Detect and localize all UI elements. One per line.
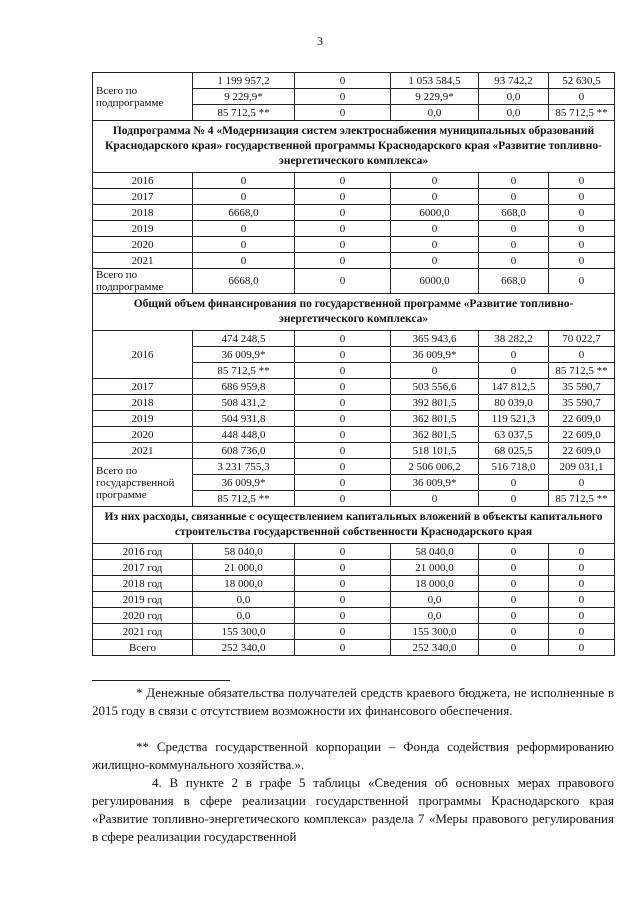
table-cell: 58 040,0 [193,544,295,560]
table-row [93,544,615,560]
table-cell: 392 801,5 [391,395,479,411]
table-cell: 0 [549,347,615,363]
table-cell: 0,0 [391,105,479,121]
table-cell: 0 [295,640,391,656]
row-label: Всего по подпрограмме [93,73,193,121]
table-cell: 0 [295,475,391,491]
table-cell: 504 931,8 [193,411,295,427]
table-cell: 0 [479,221,549,237]
table-cell: 0,0 [193,608,295,624]
table-row [93,459,615,475]
table-cell: 22 609,0 [549,443,615,459]
table-cell: 0 [295,544,391,560]
section-heading: Общий объем финансирования по государственной программе «Развитие топливно-энергетического комплекса» [93,294,615,331]
table-cell: 0,0 [391,608,479,624]
table-cell: 0 [295,491,391,507]
financing-table [92,72,615,656]
table-cell: 0 [479,347,549,363]
footnote-single-star: * Денежные обязательства получателей средств краевого бюджета, не исполненные в 2015 году в связи с отсутствием возможности их финансового обеспечения. [92,685,614,718]
table-cell: 155 300,0 [391,624,479,640]
table-cell: 0 [295,576,391,592]
table-cell: 155 300,0 [193,624,295,640]
table-cell: 209 031,1 [549,459,615,475]
table-cell: 2 506 006,2 [391,459,479,475]
table-cell: 0,0 [391,592,479,608]
table-cell: 0 [295,331,391,347]
row-label: Всего по подпрограмме [93,269,193,294]
table-row [93,592,615,608]
table-cell: 58 040,0 [391,544,479,560]
row-label: 2018 [93,205,193,221]
table-cell: 0 [549,237,615,253]
table-row [93,173,615,189]
table-cell: 0 [479,363,549,379]
section-heading: Подпрограмма № 4 «Модернизация систем электроснабжения муниципальных образований Краснодарского края» государственной программы Краснодарского края «Развитие топливно-энергетического комплекса» [93,121,615,173]
table-cell: 0 [193,189,295,205]
page-number: 3 [317,34,323,48]
table-cell: 0 [295,459,391,475]
row-label: 2016 [93,331,193,379]
table-cell: 508 431,2 [193,395,295,411]
table-cell: 1 053 584,5 [391,73,479,89]
table-cell: 0 [295,395,391,411]
table-cell: 0 [479,640,549,656]
table-cell: 0 [193,253,295,269]
row-label: 2021 [93,443,193,459]
row-label: 2017 [93,189,193,205]
row-label: 2021 год [93,624,193,640]
table-row [93,443,615,459]
table-cell: 608 736,0 [193,443,295,459]
table-cell: 68 025,5 [479,443,549,459]
table-cell: 0 [391,237,479,253]
table-cell: 0 [391,173,479,189]
table-cell: 0 [549,189,615,205]
table-cell: 0 [295,560,391,576]
table-cell: 0 [479,189,549,205]
table-cell: 448 448,0 [193,427,295,443]
table-cell: 0 [295,221,391,237]
table-cell: 0 [549,560,615,576]
table-row [93,379,615,395]
table-cell: 0 [193,173,295,189]
table-cell: 36 009,9* [391,475,479,491]
table-cell: 0 [549,89,615,105]
table-cell: 35 590,7 [549,395,615,411]
table-cell: 0 [295,608,391,624]
table-cell: 63 037,5 [479,427,549,443]
table-cell: 0 [549,269,615,294]
table-cell: 0 [479,544,549,560]
table-cell: 0 [479,173,549,189]
table-cell: 93 742,2 [479,73,549,89]
table-cell: 0 [549,608,615,624]
row-label: 2016 год [93,544,193,560]
table-cell: 0 [391,221,479,237]
table-row [93,576,615,592]
table-cell: 668,0 [479,269,549,294]
table-row [93,624,615,640]
table-cell: 0 [479,491,549,507]
row-label: 2018 [93,395,193,411]
table-cell: 0 [295,269,391,294]
table-cell: 6000,0 [391,269,479,294]
table-cell: 36 009,9* [391,347,479,363]
table-cell: 362 801,5 [391,427,479,443]
table-cell: 85 712,5 ** [549,363,615,379]
table-cell: 1 199 957,2 [193,73,295,89]
table-cell: 80 039,0 [479,395,549,411]
table-cell: 18 000,0 [193,576,295,592]
table-cell: 6668,0 [193,205,295,221]
table-cell: 474 248,5 [193,331,295,347]
section-heading: Из них расходы, связанные с осуществлением капитальных вложений в объекты капитального строительства государственной собственности Краснодарского края [93,507,615,544]
table-cell: 22 609,0 [549,427,615,443]
table-cell: 85 712,5 ** [193,363,295,379]
table-cell: 21 000,0 [193,560,295,576]
table-cell: 9 229,9* [193,89,295,105]
table-cell: 0 [479,576,549,592]
table-row [93,269,615,294]
body-paragraph-item-4: 4. В пункте 2 в графе 5 таблицы «Сведения об основных мерах правового регулирования в сфере реализации государственной программы Краснодарского края «Развитие топливно-энергетического комплекса» раздела 7 «Меры правового регулирования в сфере реализации государственной [92,775,614,844]
table-cell: 0 [479,475,549,491]
table-cell: 0 [549,253,615,269]
table-cell: 0 [295,237,391,253]
table-cell: 9 229,9* [391,89,479,105]
table-cell: 36 009,9* [193,347,295,363]
table-cell: 362 801,5 [391,411,479,427]
section-heading-row [93,121,615,173]
table-cell: 0 [295,443,391,459]
table-cell: 0,0 [479,105,549,121]
row-label: 2018 год [93,576,193,592]
table-cell: 518 101,5 [391,443,479,459]
table-cell: 0 [549,544,615,560]
table-cell: 0 [391,491,479,507]
table-cell: 503 556,6 [391,379,479,395]
table-cell: 0 [295,105,391,121]
row-label: 2020 [93,237,193,253]
table-row [93,608,615,624]
table-cell: 0 [479,624,549,640]
table-cell: 0 [391,189,479,205]
table-cell: 119 521,3 [479,411,549,427]
table-cell: 6668,0 [193,269,295,294]
table-row [93,189,615,205]
table-cell: 0 [295,73,391,89]
table-cell: 6000,0 [391,205,479,221]
table-row [93,73,615,89]
table-cell: 0 [295,347,391,363]
table-cell: 252 340,0 [193,640,295,656]
table-cell: 0,0 [193,592,295,608]
row-label: 2019 [93,411,193,427]
table-row [93,395,615,411]
table-cell: 22 609,0 [549,411,615,427]
row-label: 2021 [93,253,193,269]
table-cell: 0 [295,205,391,221]
table-cell: 0 [295,427,391,443]
table-cell: 85 712,5 ** [193,105,295,121]
table-row [93,640,615,656]
row-label: 2016 [93,173,193,189]
row-label: 2017 год [93,560,193,576]
table-cell: 0 [295,592,391,608]
table-cell: 0 [295,89,391,105]
table-cell: 0 [549,592,615,608]
table-cell: 0 [295,624,391,640]
table-cell: 85 712,5 ** [549,105,615,121]
section-heading-row [93,294,615,331]
table-cell: 18 000,0 [391,576,479,592]
table-cell: 0 [391,363,479,379]
table-cell: 0 [549,221,615,237]
table-row [93,427,615,443]
table-cell: 0 [295,411,391,427]
table-cell: 0 [193,237,295,253]
table-cell: 686 959,8 [193,379,295,395]
table-cell: 85 712,5 ** [549,491,615,507]
table-cell: 0 [549,173,615,189]
table-cell: 0 [549,640,615,656]
table-cell: 38 282,2 [479,331,549,347]
table-cell: 365 943,6 [391,331,479,347]
table-cell: 3 231 755,3 [193,459,295,475]
table-cell: 0 [295,189,391,205]
table-cell: 0 [479,592,549,608]
table-cell: 0 [479,608,549,624]
table-cell: 85 712,5 ** [193,491,295,507]
table-cell: 252 340,0 [391,640,479,656]
table-cell: 0 [549,576,615,592]
table-cell: 0 [193,221,295,237]
table-cell: 0 [295,173,391,189]
row-label: 2017 [93,379,193,395]
table-cell: 0,0 [479,89,549,105]
table-cell: 668,0 [479,205,549,221]
table-row [93,253,615,269]
table-cell: 516 718,0 [479,459,549,475]
row-label: 2019 [93,221,193,237]
table-cell: 0 [295,379,391,395]
table-cell: 0 [549,475,615,491]
table-cell: 35 590,7 [549,379,615,395]
table-cell: 36 009,9* [193,475,295,491]
table-row [93,331,615,347]
table-row [93,221,615,237]
row-label: 2019 год [93,592,193,608]
table-cell: 0 [295,363,391,379]
footnote-double-star: ** Средства государственной корпорации – Фонда содействия реформированию жилищно-коммунального хозяйства.». [92,739,614,772]
table-cell: 0 [549,205,615,221]
row-label: Всего [93,640,193,656]
table-cell: 0 [549,624,615,640]
table-row [93,560,615,576]
table-cell: 0 [479,560,549,576]
table-cell: 147 812,5 [479,379,549,395]
table-cell: 21 000,0 [391,560,479,576]
table-row [93,411,615,427]
table-row [93,205,615,221]
row-label: Всего по государственной программе [93,459,193,507]
row-label: 2020 [93,427,193,443]
table-cell: 52 630,5 [549,73,615,89]
row-label: 2020 год [93,608,193,624]
table-cell: 0 [479,253,549,269]
table-cell: 0 [479,237,549,253]
table-row [93,237,615,253]
table-cell: 70 022,7 [549,331,615,347]
footnote-divider [92,680,230,681]
table-cell: 0 [295,253,391,269]
section-heading-row [93,507,615,544]
table-cell: 0 [391,253,479,269]
